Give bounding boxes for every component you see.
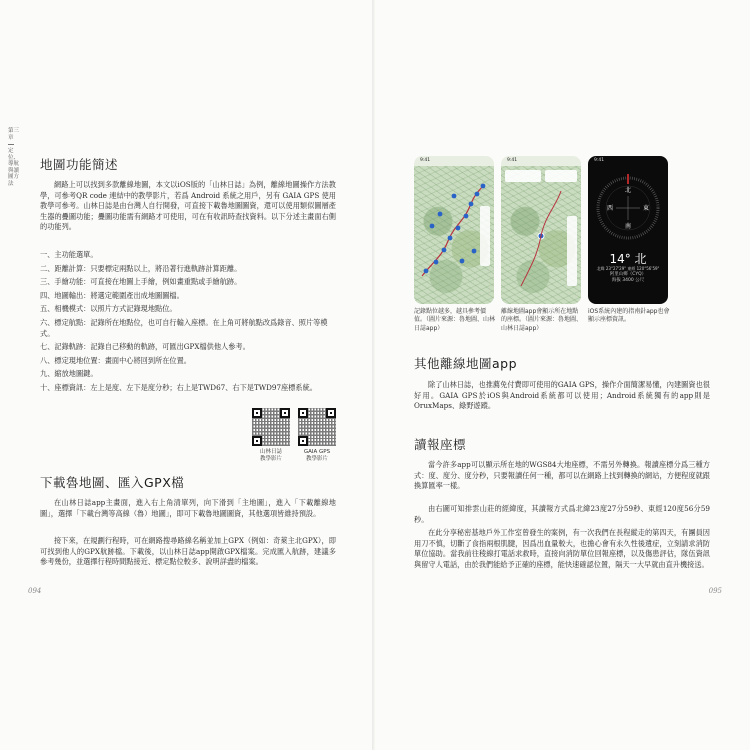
compass-east: 東 <box>642 205 650 212</box>
caption-3: iOS系統內建的指南針app也會顯示座標資訊。 <box>588 308 670 324</box>
coordinates-paragraph-2: 由右圖可知排雲山莊的經緯度，其讀報方式爲北緯23度27分59秒、東經120度56分59秒。 <box>414 504 710 524</box>
compass-coords: 北緯 23°27'29" 東經 120°56'59" <box>596 266 660 271</box>
caption-2: 離線地圖app會顯示所在地點的座標。（圖片來源：魯地圖、山林日誌app） <box>501 308 583 332</box>
compass-heading: 14° 北 <box>609 252 647 266</box>
other-apps-body: 除了山林日誌，也推薦免付費即可使用的GAIA GPS，操作介面簡潔易懂，內建圖資也很好用。GAIA GPS於iOS與Android系統都可以使用；Android系統獨有的app則是OruxMaps、綠野遊蹤。 <box>414 380 710 411</box>
compass-place: 阿里山鄉（CYQ） <box>609 272 647 277</box>
compass-altitude: 海拔 3400 公尺 <box>611 278 645 283</box>
compass-dial-icon <box>588 166 668 256</box>
qr-label: GAIA GPS <box>303 449 331 455</box>
qr-label: 教學影片 <box>305 456 328 462</box>
qr-code-icon <box>252 408 290 446</box>
section-title-other-apps: 其他離線地圖app <box>414 356 518 371</box>
waypoint-overlay <box>414 166 494 304</box>
topo-map <box>501 166 581 304</box>
page-number: 094 <box>28 587 42 595</box>
download-paragraph-1: 在山林日誌app主畫面，進入右上角清單列，向下滑到「主地圖」，進入「下載離線地圖」，選擇「下載台灣等高線（魯）地圖」，即可下載魯地圖圖資，其他選項皆維持預設。 <box>40 498 336 518</box>
function-list-item: 九、縮放地圖鍵。 <box>40 369 98 379</box>
function-list-item: 二、距離計算：只要標定兩點以上，將沿著行進軌跡計算距離。 <box>40 263 242 273</box>
caption-1: 記錄點位越多，越具參考價值。（圖片來源：魯地圖、山林日誌app） <box>414 308 496 332</box>
screenshot-map-coordinates <box>501 156 581 304</box>
screenshot-map-waypoints <box>414 156 494 304</box>
right-page <box>375 0 750 750</box>
function-list-item: 七、記錄軌跡：記錄自己移動的軌跡，可匯出GPX檔供他人參考。 <box>40 342 250 352</box>
compass-north: 北 <box>624 187 632 194</box>
function-list-item: 五、相機模式：以照片方式記錄現地點位。 <box>40 304 177 314</box>
qr-code-shanlin[interactable] <box>250 408 292 463</box>
qr-label: 教學影片 <box>259 456 282 462</box>
map-overlay <box>501 166 581 304</box>
compass-south: 南 <box>624 223 632 230</box>
topo-map <box>414 166 494 304</box>
status-bar: 9:41 <box>507 158 518 163</box>
function-list-item: 八、標定現地位置：畫面中心將回到所在位置。 <box>40 355 191 365</box>
compass-screen <box>588 156 668 304</box>
function-list-item: 一、主功能選單。 <box>40 250 98 259</box>
qr-label: 山林日誌 <box>259 449 282 455</box>
function-list <box>40 250 336 397</box>
status-bar: 9:41 <box>420 158 431 163</box>
screenshot-compass <box>588 156 668 304</box>
chapter-label: 第三章 <box>8 128 20 141</box>
map-functions-intro: 網路上可以找到多款離線地圖，本文以iOS版的「山林日誌」為例，離線地圖操作方法教學，可參考QR code 連結中的教學影片，若爲 Android 系統之用戶，另有 GAIA GPS 使用教學可參考。山林日誌是由台灣人自行開發，可直接下載魯地圖圖資，還可以使用類似圖層產生器的疊圖功能；疊圖功能需有網路才可使用，可在有收訊時查找資料。以下分述主畫面右側的功能列。 <box>40 180 336 232</box>
page-number: 095 <box>708 587 722 595</box>
coordinates-paragraph-1: 當今許多app可以顯示所在地的WGS84大地座標，不需另外轉換。報讀座標分爲三種方式：度、度分、度分秒，只要報讀任何一種，都可以在網路上找到轉換的網站，方便程度就跟換算匯率一樣。 <box>414 460 710 491</box>
function-list-item: 三、手繪功能：可直接在地圖上手繪，例如畫重點或手繪航跡。 <box>40 277 242 287</box>
status-bar: 9:41 <box>594 158 605 163</box>
compass-west: 西 <box>606 205 614 212</box>
chapter-side-tab <box>8 128 20 187</box>
function-list-item: 四、地圖輸出：將選定範圍產出成地圖圖檔。 <box>40 290 184 300</box>
function-list-item: 六、標定航點：記錄所在地點位，也可自行輸入座標。在上角可將航點改爲錄音、照片等模式。 <box>40 317 328 338</box>
function-list-item: 十、座標資訊：左上是度、左下是度分秒；右上是TWD67、右下是TWD97座標系統。 <box>40 382 317 392</box>
qr-code-gaia[interactable] <box>296 408 338 463</box>
section-title-download: 下載魯地圖、匯入GPX檔 <box>40 475 185 490</box>
download-paragraph-2: 接下來，在規劃行程時，可在網路搜尋路線名稱並加上GPX（例如：奇萊主北GPX），即可找到他人的GPX航跡檔。下載後，以山林日誌app開啟GPX檔案。完成匯入航跡，建議多參考幾份，並選擇行程時間點接近、標定點位較多、說明詳盡的檔案。 <box>40 536 336 567</box>
section-title-map-functions: 地圖功能簡述 <box>40 157 119 172</box>
coordinates-paragraph-3: 在此分享秘密基地戶外工作室曾發生的案例，有一次我們在長程縱走的第四天，有團員因用刀不慎，切斷了食指兩根肌腱，因爲出血量較大，也擔心會有永久性後遺症，立刻請求消防單位協助。當我前往稜線打電話求救時，直接向消防單位回報座標，以及傷患評估，隊伍資訊與留守人電話，由於我們能給予正確的座標，能快速確認位置，隔天一大早就由直升機接送。 <box>414 528 710 569</box>
section-title-coordinates: 讀報座標 <box>414 437 467 452</box>
section-label: 定位、導航與讀圖方法 <box>8 148 20 187</box>
qr-code-icon <box>298 408 336 446</box>
